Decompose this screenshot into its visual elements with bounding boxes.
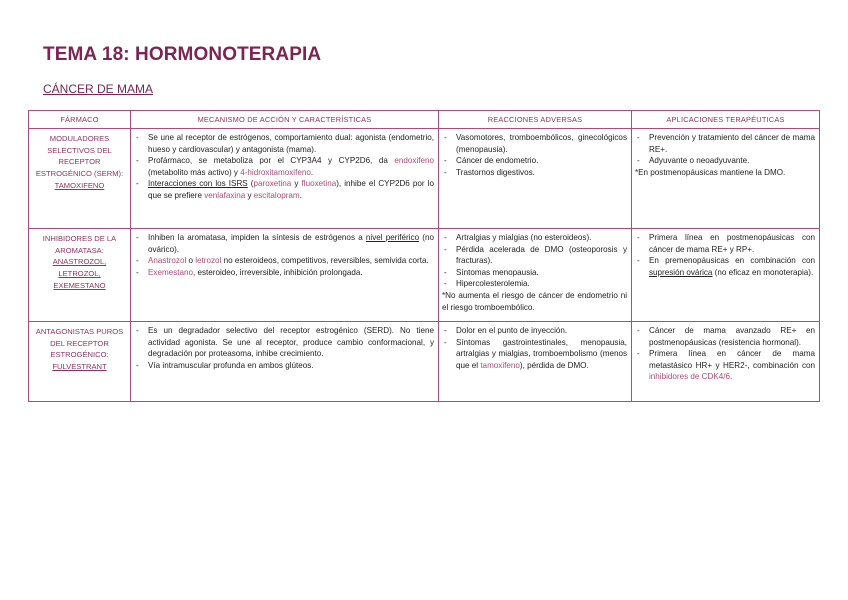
drug-class: ANTAGONISTAS PUROS DEL RECEPTOR ESTROGÉNICO: <box>35 327 124 360</box>
list-item: - Hipercolesterolemia. <box>444 279 530 289</box>
list-item: - Anastrozol o letrozol no esteroideos, competitivos, reversibles, semivida corta. <box>136 256 429 266</box>
header-adverse: REACCIONES ADVERSAS <box>439 111 632 129</box>
drug-cell <box>29 229 131 322</box>
list-item: - Síntomas gastrointestinales, menopausia, artralgias y mialgias, tromboembolismo (menos que el tamoxifeno), pérdida de DMO. <box>444 337 627 370</box>
drug-cell <box>29 129 131 229</box>
hormonotherapy-table <box>28 110 820 402</box>
list-item: - Primera línea en postmenopáusicas con cáncer de mama RE+ y RP+. <box>637 233 815 254</box>
list-item: - Dolor en el punto de inyección. <box>444 326 568 335</box>
list-item: - Síntomas menopausia. <box>444 267 539 277</box>
list-item: - Se une al receptor de estrógenos, comportamiento dual: agonista (endometrio, hueso y cardiovascular) y antagonista (mama). <box>136 133 434 154</box>
drug-example: LETROZOL, <box>58 269 101 279</box>
table-row <box>29 229 820 322</box>
note: *No aumenta el riesgo de cáncer de endometrio ni el riesgo tromboembólico. <box>442 290 627 312</box>
list-item: - En premenopáusicas en combinación con supresión ovárica (no eficaz en monoterapia). <box>637 256 815 277</box>
mechanism-cell <box>131 129 439 229</box>
note: *En postmenopáusicas mantiene la DMO. <box>635 167 786 177</box>
adverse-cell <box>439 322 632 402</box>
list-item: - Pérdida acelerada de DMO (osteoporosis y fracturas). <box>444 244 627 266</box>
list-item: - Inhiben la aromatasa, impiden la síntesis de estrógenos a nivel periférico (no ovárico). <box>136 233 434 254</box>
drug-example: FULVESTRANT <box>52 362 107 372</box>
section-subtitle: CÁNCER DE MAMA <box>43 82 154 96</box>
list-item: - Exemestano, esteroideo, irreversible, inhibición prolongada. <box>136 267 363 277</box>
drug-class: MODULADORES SELECTIVOS DEL RECEPTOR ESTROGÉNICO (SERM): <box>35 134 124 179</box>
applications-cell <box>632 322 820 402</box>
document-title: TEMA 18: HORMONOTERAPIA <box>43 44 322 65</box>
list-item: - Artralgias y mialgias (no esteroideos). <box>444 233 592 242</box>
list-item: - Vasomotores, tromboembólicos, ginecológicos (menopausia). <box>444 133 627 154</box>
list-item: - Interacciones con los ISRS (paroxetina y fluoxetina), inhibe el CYP2D6 por lo que se prefiere venlafaxina y escitalopram. <box>136 179 434 200</box>
list-item: - Prevención y tratamiento del cáncer de mama RE+. <box>637 133 815 154</box>
drug-example: EXEMESTANO <box>53 280 106 290</box>
table-row <box>29 129 820 229</box>
list-item: - Cáncer de mama avanzado RE+ en postmenopáusicas (resistencia hormonal). <box>637 326 815 347</box>
drug-example: ANASTROZOL, <box>52 257 107 267</box>
list-item: - Vía intramuscular profunda en ambos glúteos. <box>136 360 314 370</box>
list-item: - Adyuvante o neoadyuvante. <box>637 156 750 166</box>
table-row <box>29 322 820 402</box>
drug-example: TAMOXIFENO <box>54 180 105 190</box>
list-item: - Cáncer de endometrio. <box>444 156 539 166</box>
drug-class: INHIBIDORES DE LA AROMATASA: <box>42 234 117 255</box>
applications-cell <box>632 129 820 229</box>
header-drug: FÁRMACO <box>29 111 131 129</box>
list-item: - Es un degradador selectivo del receptor estrogénico (SERD). No tiene actividad agonista. Se une al receptor, produce cambio conformacional, y degradación por proteasoma, inhibe crecimiento. <box>136 326 434 359</box>
list-item: - Primera línea en cáncer de mama metastásico HR+ y HER2-, combinación con inhibidores de CDK4/6. <box>637 349 815 382</box>
header-mechanism: MECANISMO DE ACCIÓN Y CARACTERÍSTICAS <box>131 111 439 129</box>
list-item: - Profármaco, se metaboliza por el CYP3A4 y CYP2D6, da endoxifeno (metabolito más activo) y 4-hidroxitamoxifeno. <box>136 156 434 177</box>
table-header-row <box>29 111 820 129</box>
adverse-cell <box>439 229 632 322</box>
mechanism-cell <box>131 322 439 402</box>
mechanism-cell <box>131 229 439 322</box>
header-applications: APLICACIONES TERAPÉUTICAS <box>632 111 820 129</box>
drug-cell <box>29 322 131 402</box>
applications-cell <box>632 229 820 322</box>
list-item: - Trastornos digestivos. <box>444 167 535 177</box>
adverse-cell <box>439 129 632 229</box>
